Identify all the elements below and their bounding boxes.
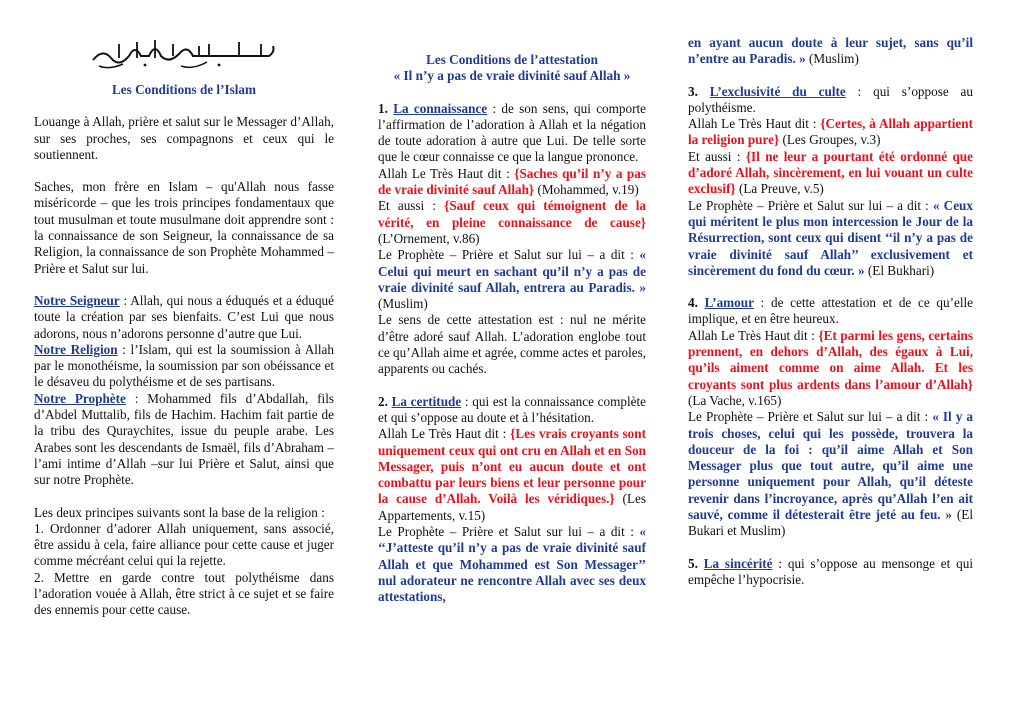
column-conditions-2 <box>688 0 973 588</box>
religion-paragraph: Notre Religion : l’Islam, qui est la soumission à Allah par le monothéisme, la soumission par son obéissance et le désaveu du polythéisme et de ses partisans. <box>34 341 334 390</box>
condition-3-heading: L’exclusivité du culte <box>709 83 846 99</box>
condition-4-hadith: Le Prophète – Prière et Salut sur lui – a dit : « Il y a trois choses, celui qui les possède, trouvera la douceur de la foi : qu’il aime Allah et Son Messager plus que tout autre, qu’il aime une personne uniquement pour Allah, qu’il déteste revenir dans l’incroyance, après qu’Allah l’en ait sauvé, comme il détesterait être jeté au feu. » (El Bukari et Muslim) <box>688 409 973 539</box>
principles-paragraph: Saches, mon frère en Islam – qu'Allah nous fasse miséricorde – que les trois principes fondamentaux que tout musulman et toute musulmane doit apprendre sont : la connaissance de son Seigneur, la connaissance de sa Religion, la connaissance de son Prophète Mohammed – Prière et Salut sur lui. <box>34 179 334 276</box>
religion-heading: Notre Religion <box>34 341 118 357</box>
condition-1-heading: La connaissance <box>393 100 488 116</box>
basmala-calligraphy-icon <box>89 38 279 72</box>
seigneur-paragraph: Notre Seigneur : Allah, qui nous a éduqués et a éduqué toute la création par ses bienfaits. C’est Lui que nous adorons, nous n’adorons personne d’autre que Lui. <box>34 292 334 341</box>
condition-4-heading: L’amour <box>704 295 754 311</box>
condition-2-hadith: Le Prophète – Prière et Salut sur lui – a dit : « ‘‘J’atteste qu’il n’y a pas de vraie divinité sauf Allah et que Mohammed est Son Messager’’ nul adorateur ne rencontre Allah avec ses deux attestations, <box>378 524 646 605</box>
condition-4: 4. L’amour : de cette attestation et de ce qu’elle implique, et en être heureux. <box>688 295 974 327</box>
intro-paragraph: Louange à Allah, prière et salut sur le Messager d’Allah, sur ses proches, ses compagnons et ceux qui le soutiennent. <box>34 114 334 162</box>
condition-3-quote-2: Et aussi : {Il ne leur a pourtant été ordonné que d’adoré Allah, sincèrement, en lui vouant un culte exclusif} (La Preuve, v.5) <box>688 148 973 197</box>
condition-5: 5. La sincérité : qui s’oppose au mensonge et qui empêche l’hypocrisie. <box>688 555 974 587</box>
seigneur-heading: Notre Seigneur <box>34 292 120 308</box>
principle-2: 2. Mettre en garde contre tout polythéisme dans l’adoration vouée à Allah, être strict à ce sujet et se faire des ennemis pour cette cause. <box>34 569 334 618</box>
condition-1: 1. La connaissance : de son sens, qui comporte l’affirmation de l’adoration à Allah et la négation de toute adoration à autre que Lui. De telle sorte que le cœur connaisse ce que la langue prononce. <box>378 100 647 165</box>
condition-4-quote-1: Allah Le Très Haut dit : {Et parmi les gens, certains prennent, en dehors d’Allah, des égaux à Lui, qu’ils aiment comme on aime Allah. Et les croyants sont plus ardents dans l’amour d’Allah} (La Vache, v.165) <box>688 327 973 408</box>
base-paragraph: Les deux principes suivants sont la base de la religion : <box>34 504 325 520</box>
page-title: Les Conditions de l’Islam <box>112 82 256 97</box>
section-subtitle: « Il n’y a pas de vraie divinité sauf Allah » <box>393 68 631 84</box>
principle-1: 1. Ordonner d’adorer Allah uniquement, sans associé, être assidu à cela, faire alliance pour cette cause et juger comme mécréant celui qui la rejette. <box>34 520 334 569</box>
condition-2-heading: La certitude <box>391 393 462 409</box>
condition-3-quote-1: Allah Le Très Haut dit : {Certes, à Allah appartient la religion pure} (Les Groupes, v.3) <box>688 116 973 148</box>
section-title: Les Conditions de l’attestation <box>426 52 598 67</box>
condition-2-hadith-continued: en ayant aucun doute à leur sujet, sans qu’il n’entre au Paradis. » (Muslim) <box>688 35 973 67</box>
condition-3-hadith: Le Prophète – Prière et Salut sur lui – a dit : « Ceux qui méritent le plus mon intercession le Jour de la Résurrection, sont ceux qui disent ‘‘il n’y a pas de vraie divinité sauf Allah’’ exclusivement et sincèrement du fond du cœur. » (El Bukhari) <box>688 197 973 278</box>
prophete-paragraph: Notre Prophète : Mohammed fils d’Abdallah, fils d’Abdel Muttalib, fils de Hachim. Hachim fait partie de la tribu des Quraychites, issue du peuple arabe. Les Arabes sont les descendants de Ismaël, fils d’Abraham – l’ami intime d’Allah –sur lui Prière et Salut, ainsi que sur notre Prophète. <box>34 390 334 488</box>
condition-3: 3. L’exclusivité du culte : qui s’oppose au polythéisme. <box>688 83 973 115</box>
condition-5-heading: La sincérité <box>703 555 773 571</box>
condition-1-quote-1: Allah Le Très Haut dit : {Saches qu’il n’y a pas de vraie divinité sauf Allah} (Mohammed, v.19) <box>378 165 646 198</box>
condition-1-hadith: Le Prophète – Prière et Salut sur lui – a dit : « Celui qui meurt en sachant qu’il n’y a pas de vraie divinité sauf Allah, entrera au Paradis. » (Muslim) <box>378 247 646 312</box>
condition-2-quote-1: Allah Le Très Haut dit : {Les vrais croyants sont uniquement ceux qui ont cru en Allah et en Son Messager, puis n’ont eu aucun doute et ont combattu par leurs biens et leur personne pour la cause d’Allah. Voilà les véridiques.} (Les Appartements, v.15) <box>378 426 646 523</box>
condition-2: 2. La certitude : qui est la connaissance complète et qui s’oppose au doute et à l’hésitation. <box>378 393 646 425</box>
column-conditions-1 <box>378 0 646 606</box>
column-islam <box>34 0 334 619</box>
prophete-heading: Notre Prophète <box>34 390 126 406</box>
condition-1-meaning: Le sens de cette attestation est : nul ne mérite d’être adoré sauf Allah. L’adoration englobe tout ce qu’Allah aime et agrée, comme actes et paroles, apparents ou cachés. <box>378 312 647 377</box>
condition-1-quote-2: Et aussi : {Sauf ceux qui témoignent de la vérité, en pleine connaissance de cause} (L’Ornement, v.86) <box>378 198 646 246</box>
